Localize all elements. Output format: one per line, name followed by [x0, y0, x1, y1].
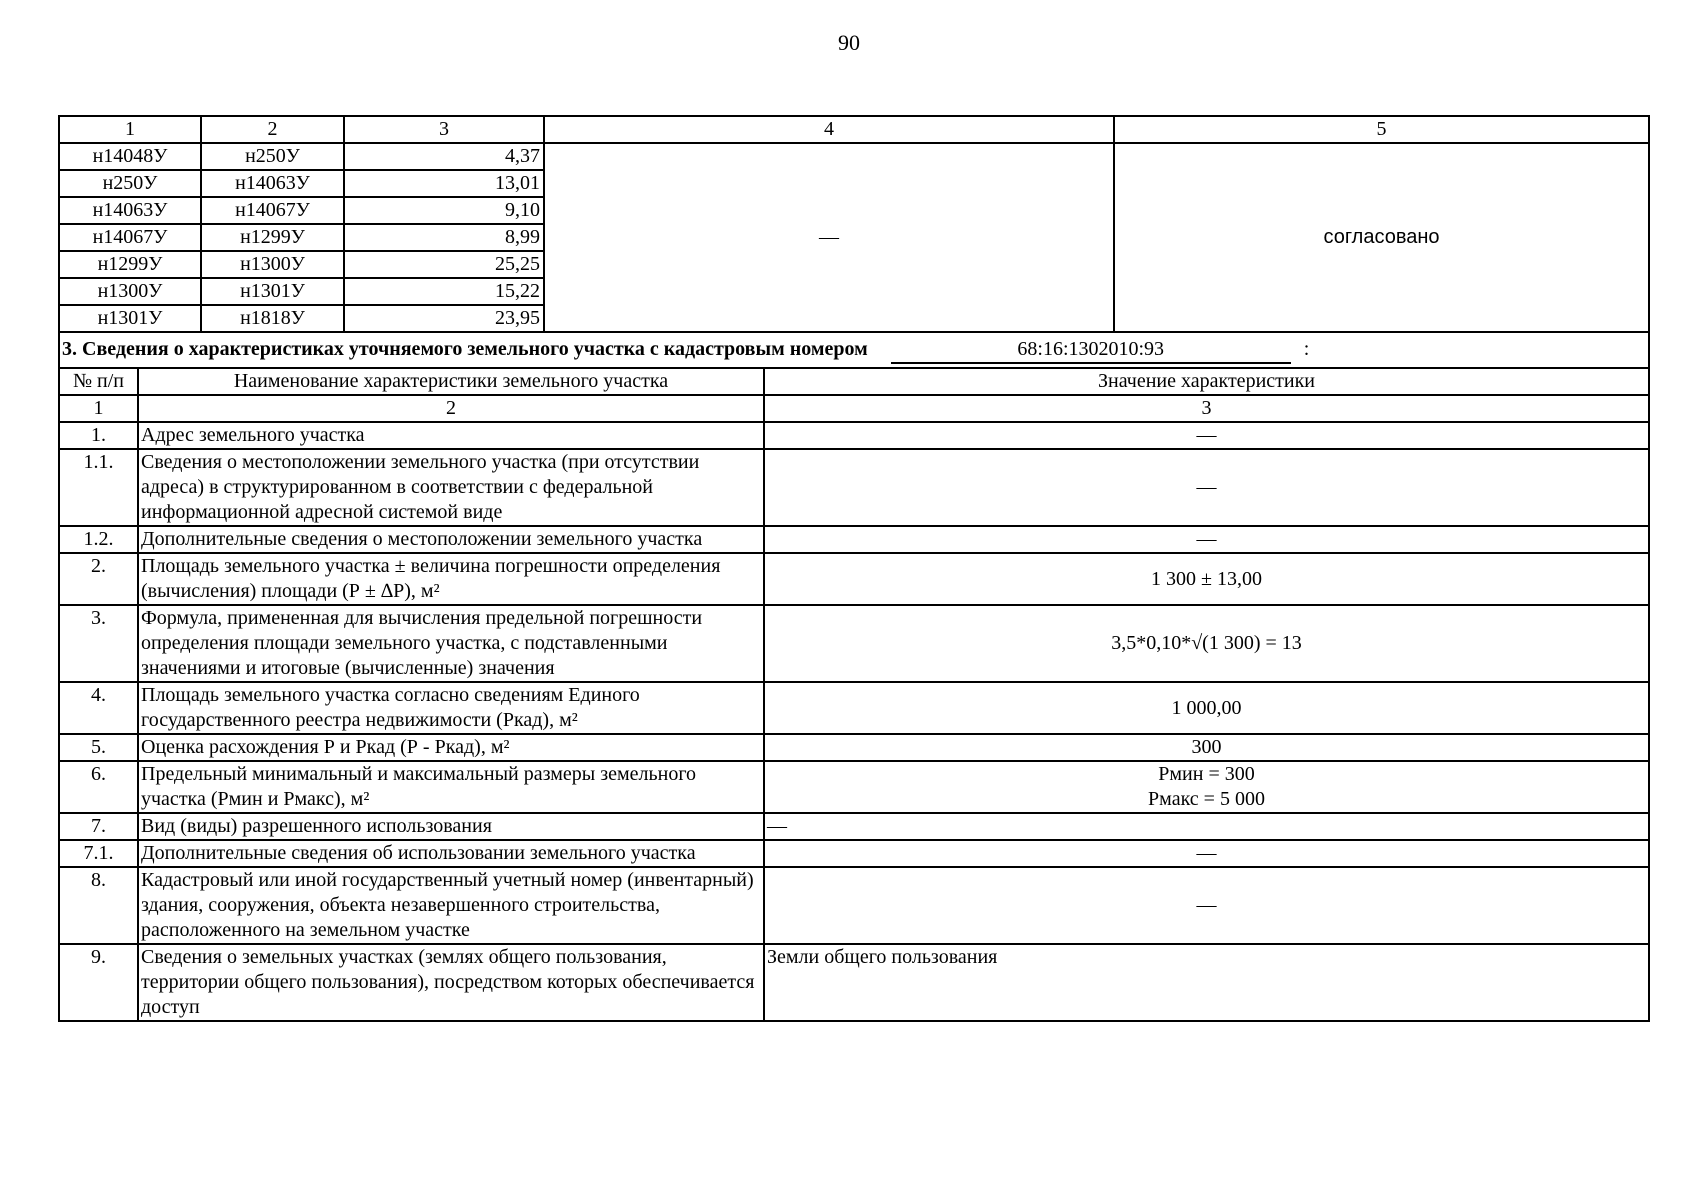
characteristic-name: Адрес земельного участка: [138, 422, 764, 449]
row-number: 9.: [59, 944, 138, 1021]
table-row: [59, 605, 1649, 682]
table-row: [59, 143, 1649, 170]
col-header-2: 2: [201, 116, 344, 143]
point-from: н14048У: [59, 143, 201, 170]
segment-length: 9,10: [344, 197, 544, 224]
table-row: [59, 867, 1649, 944]
point-from: н14067У: [59, 224, 201, 251]
characteristic-value: —: [764, 813, 1649, 840]
characteristic-name: Площадь земельного участка согласно сведениям Единого государственного реестра недвижимости (Ркад), м²: [138, 682, 764, 734]
row-number: 1.1.: [59, 449, 138, 526]
characteristic-name: Предельный минимальный и максимальный размеры земельного участка (Рмин и Рмакс), м²: [138, 761, 764, 813]
table-row: [59, 734, 1649, 761]
segment-length: 25,25: [344, 251, 544, 278]
point-to: н1301У: [201, 278, 344, 305]
point-to: н1818У: [201, 305, 344, 332]
column-numbering-row: [59, 395, 1649, 422]
point-to: н1299У: [201, 224, 344, 251]
characteristic-value: —: [764, 840, 1649, 867]
row-number: 4.: [59, 682, 138, 734]
section-title: 3. Сведения о характеристиках уточняемого земельного участка с кадастровым номером: [62, 337, 868, 360]
point-to: н14067У: [201, 197, 344, 224]
characteristic-value: —: [764, 422, 1649, 449]
table-row: [59, 526, 1649, 553]
table-row: [59, 422, 1649, 449]
characteristic-value: 300: [764, 734, 1649, 761]
characteristic-name: Вид (виды) разрешенного использования: [138, 813, 764, 840]
col4-value: —: [544, 143, 1114, 332]
point-to: н250У: [201, 143, 344, 170]
col-header-5: 5: [1114, 116, 1649, 143]
header-number: № п/п: [59, 368, 138, 395]
row-number: 5.: [59, 734, 138, 761]
numbering-1: 1: [59, 395, 138, 422]
characteristic-name: Дополнительные сведения об использовании земельного участка: [138, 840, 764, 867]
boundary-segments-table: [58, 115, 1650, 333]
characteristic-name: Формула, примененная для вычисления предельной погрешности определения площади земельного участка, с подставленными значениями и итоговые (вычисленные) значения: [138, 605, 764, 682]
characteristic-value: 1 300 ± 13,00: [764, 553, 1649, 605]
row-number: 1.2.: [59, 526, 138, 553]
characteristic-value: —: [764, 867, 1649, 944]
table-row: [59, 553, 1649, 605]
segment-length: 13,01: [344, 170, 544, 197]
max-size-value: Рмакс = 5 000: [1148, 788, 1265, 810]
segment-length: 15,22: [344, 278, 544, 305]
characteristic-name: Оценка расхождения Р и Ркад (Р - Ркад), м²: [138, 734, 764, 761]
point-from: н14063У: [59, 197, 201, 224]
col-header-3: 3: [344, 116, 544, 143]
characteristic-value: Земли общего пользования: [764, 944, 1649, 1021]
section-title-row: [59, 333, 1649, 368]
characteristics-header-row: [59, 368, 1649, 395]
row-number: 2.: [59, 553, 138, 605]
min-size-value: Рмин = 300: [1158, 763, 1255, 785]
row-number: 8.: [59, 867, 138, 944]
header-name: Наименование характеристики земельного участка: [138, 368, 764, 395]
col-header-4: 4: [544, 116, 1114, 143]
table-row: [59, 449, 1649, 526]
table-row: [59, 761, 1649, 813]
point-to: н14063У: [201, 170, 344, 197]
table-row: [59, 813, 1649, 840]
row-number: 7.1.: [59, 840, 138, 867]
row-number: 7.: [59, 813, 138, 840]
characteristic-value: —: [764, 449, 1649, 526]
characteristic-value: 1 000,00: [764, 682, 1649, 734]
characteristic-name: Площадь земельного участка ± величина погрешности определения (вычисления) площади (Р ± ∆Р), м²: [138, 553, 764, 605]
characteristic-name: Сведения о земельных участках (землях общего пользования, территории общего пользования), посредством которых обеспечивается доступ: [138, 944, 764, 1021]
numbering-3: 3: [764, 395, 1649, 422]
row-number: 6.: [59, 761, 138, 813]
segments-header-row: [59, 116, 1649, 143]
header-value: Значение характеристики: [764, 368, 1649, 395]
characteristic-name: Сведения о местоположении земельного участка (при отсутствии адреса) в структурированном в соответствии с федеральной информационной адресной системой виде: [138, 449, 764, 526]
characteristic-value: [764, 761, 1649, 813]
segment-length: 23,95: [344, 305, 544, 332]
agreement-status: согласовано: [1114, 143, 1649, 332]
characteristic-value: —: [764, 526, 1649, 553]
table-row: [59, 840, 1649, 867]
characteristic-name: Кадастровый или иной государственный учетный номер (инвентарный) здания, сооружения, объекта незавершенного строительства, расположенного на земельном участке: [138, 867, 764, 944]
segment-length: 4,37: [344, 143, 544, 170]
point-from: н1301У: [59, 305, 201, 332]
page-number: 90: [838, 30, 860, 55]
row-number: 1.: [59, 422, 138, 449]
characteristics-table: [58, 333, 1650, 1022]
col-header-1: 1: [59, 116, 201, 143]
cadastral-number: 68:16:1302010:93: [891, 337, 1291, 364]
characteristic-name: Дополнительные сведения о местоположении земельного участка: [138, 526, 764, 553]
point-from: н1299У: [59, 251, 201, 278]
segment-length: 8,99: [344, 224, 544, 251]
table-row: [59, 944, 1649, 1021]
document-body: [58, 115, 1648, 1022]
numbering-2: 2: [138, 395, 764, 422]
point-to: н1300У: [201, 251, 344, 278]
table-row: [59, 682, 1649, 734]
colon: :: [1303, 337, 1310, 360]
row-number: 3.: [59, 605, 138, 682]
point-from: н1300У: [59, 278, 201, 305]
characteristic-value: 3,5*0,10*√(1 300) = 13: [764, 605, 1649, 682]
point-from: н250У: [59, 170, 201, 197]
